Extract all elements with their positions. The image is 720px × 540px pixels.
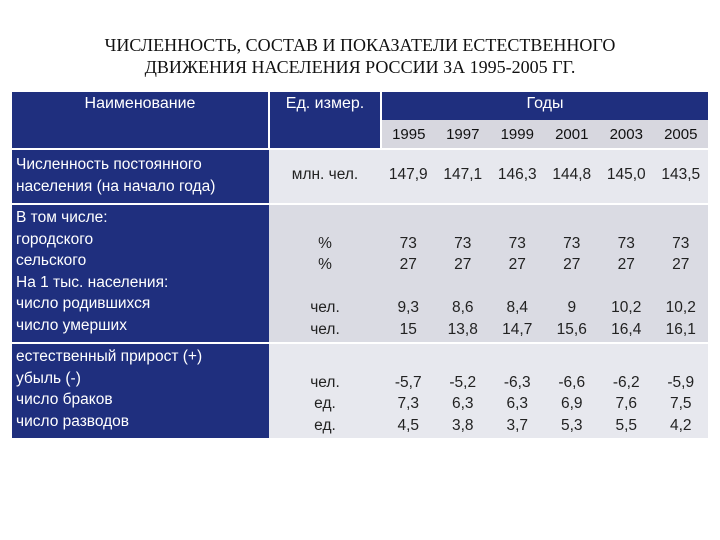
value-cell-1997	[436, 343, 491, 438]
value-line: 7,6	[615, 395, 638, 412]
value-line: 27	[672, 256, 690, 273]
value-cell-1997	[436, 204, 491, 343]
value-line: 145,0	[606, 166, 646, 183]
row-unit-line: %	[318, 256, 332, 273]
year-header-2001: 2001	[545, 120, 600, 149]
table-row	[12, 149, 708, 204]
row-unit-line	[269, 276, 381, 298]
value-line	[436, 211, 491, 233]
value-line	[599, 350, 654, 372]
row-unit	[269, 204, 381, 343]
row-name-line: В том числе:	[16, 209, 108, 226]
value-line: 6,3	[506, 395, 529, 412]
value-line: 5,5	[615, 416, 638, 434]
row-name	[12, 149, 269, 204]
value-line	[490, 350, 545, 372]
value-line: 15	[399, 320, 417, 338]
value-cell-2001	[545, 343, 600, 438]
value-line	[436, 276, 491, 298]
value-line: 27	[617, 256, 635, 273]
row-name-line: населения (на начало года)	[16, 177, 216, 195]
value-line: 10,2	[611, 299, 642, 316]
value-line	[436, 350, 491, 372]
row-name-line: число браков	[16, 391, 113, 408]
value-line: 144,8	[552, 166, 592, 183]
row-name-line: сельского	[16, 252, 87, 269]
value-cell-2003	[599, 149, 654, 204]
value-cell-2005	[654, 343, 709, 438]
value-line: 7,3	[397, 395, 420, 412]
value-cell-1999	[490, 204, 545, 343]
value-line: 3,7	[506, 416, 529, 434]
year-header-2005: 2005	[654, 120, 709, 149]
title-line-2: ДВИЖЕНИЯ НАСЕЛЕНИЯ РОССИИ ЗА 1995-2005 ГГ.	[144, 57, 576, 77]
value-line: 73	[563, 234, 581, 252]
value-line: -5,2	[449, 373, 477, 391]
value-cell-1999	[490, 343, 545, 438]
value-line: 5,3	[560, 416, 583, 434]
value-line: 15,6	[556, 320, 587, 338]
row-unit-line: ед.	[314, 416, 336, 434]
table-row	[12, 204, 708, 343]
value-line: -5,9	[667, 373, 695, 391]
value-line: 73	[508, 234, 526, 252]
row-unit-line: ед.	[314, 395, 336, 412]
value-line: 73	[399, 234, 417, 252]
row-name-line: число родившихся	[16, 295, 151, 312]
value-line: 7,5	[669, 395, 692, 412]
header-years: Годы	[381, 92, 708, 120]
title-line-1: ЧИСЛЕННОСТЬ, СОСТАВ И ПОКАЗАТЕЛИ ЕСТЕСТВЕННОГО	[104, 35, 616, 55]
value-line	[490, 211, 545, 233]
value-line: 143,5	[661, 166, 701, 183]
value-cell-2001	[545, 149, 600, 204]
value-line: 4,2	[669, 416, 692, 434]
value-line: 9,3	[397, 299, 420, 316]
row-name-line: городского	[16, 230, 94, 248]
value-line: 146,3	[497, 166, 537, 183]
value-line: 73	[454, 234, 472, 252]
value-line	[599, 276, 654, 298]
value-cell-2005	[654, 204, 709, 343]
row-unit-line: млн. чел.	[291, 166, 359, 183]
year-header-1995: 1995	[381, 120, 436, 149]
row-unit	[269, 343, 381, 438]
header-unit: Ед. измер.	[269, 92, 381, 149]
row-unit-line: %	[318, 234, 332, 252]
page-title	[0, 34, 720, 78]
row-name-line: На 1 тыс. населения:	[16, 273, 169, 291]
value-line	[381, 276, 436, 298]
value-line: -6,2	[612, 373, 640, 391]
row-name-line: Численность постоянного	[16, 156, 202, 173]
value-cell-2003	[599, 204, 654, 343]
value-line: 147,9	[388, 166, 428, 183]
value-line: 27	[508, 256, 526, 273]
value-line: 13,8	[447, 320, 478, 338]
row-unit	[269, 149, 381, 204]
value-line: 27	[399, 256, 417, 273]
value-line	[545, 276, 600, 298]
value-line: 73	[672, 234, 690, 252]
row-name-line: число умерших	[16, 316, 127, 334]
population-table	[12, 92, 708, 438]
table-row	[12, 343, 708, 438]
row-name-line: естественный прирост (+)	[16, 348, 203, 365]
value-line: -5,7	[394, 373, 422, 391]
value-cell-1995	[381, 204, 436, 343]
value-line: 9	[567, 299, 577, 316]
value-line: -6,6	[558, 373, 586, 391]
year-header-1999: 1999	[490, 120, 545, 149]
row-name	[12, 204, 269, 343]
value-cell-1995	[381, 149, 436, 204]
value-line: 16,4	[611, 320, 642, 338]
value-cell-1997	[436, 149, 491, 204]
row-unit-line	[269, 350, 381, 372]
value-line: 14,7	[502, 320, 533, 338]
value-cell-1999	[490, 149, 545, 204]
value-line: 8,6	[451, 299, 474, 316]
row-unit-line: чел.	[310, 320, 340, 338]
value-cell-1995	[381, 343, 436, 438]
year-header-2003: 2003	[599, 120, 654, 149]
row-unit-line: чел.	[310, 373, 340, 391]
value-line: 73	[617, 234, 635, 252]
value-line	[599, 211, 654, 233]
value-line: 147,1	[443, 166, 483, 183]
value-line: 8,4	[506, 299, 529, 316]
row-unit-line	[269, 211, 381, 233]
value-line: -6,3	[503, 373, 531, 391]
value-line	[381, 350, 436, 372]
value-line: 27	[563, 256, 581, 273]
year-header-1997: 1997	[436, 120, 491, 149]
value-line: 10,2	[665, 299, 696, 316]
value-line	[545, 211, 600, 233]
value-line: 3,8	[451, 416, 474, 434]
value-line	[381, 211, 436, 233]
value-cell-2005	[654, 149, 709, 204]
row-name	[12, 343, 269, 438]
value-cell-2001	[545, 204, 600, 343]
value-line: 4,5	[397, 416, 420, 434]
row-unit-line: чел.	[310, 299, 340, 316]
value-line	[654, 350, 709, 372]
header-name: Наименование	[12, 92, 269, 149]
value-line	[545, 350, 600, 372]
value-line	[490, 276, 545, 298]
value-line: 27	[454, 256, 472, 273]
value-line	[654, 211, 709, 233]
row-name-line: число разводов	[16, 412, 130, 430]
value-line: 6,3	[451, 395, 474, 412]
row-name-line: убыль (-)	[16, 369, 81, 387]
value-line: 6,9	[560, 395, 583, 412]
value-cell-2003	[599, 343, 654, 438]
value-line: 16,1	[665, 320, 696, 338]
value-line	[654, 276, 709, 298]
